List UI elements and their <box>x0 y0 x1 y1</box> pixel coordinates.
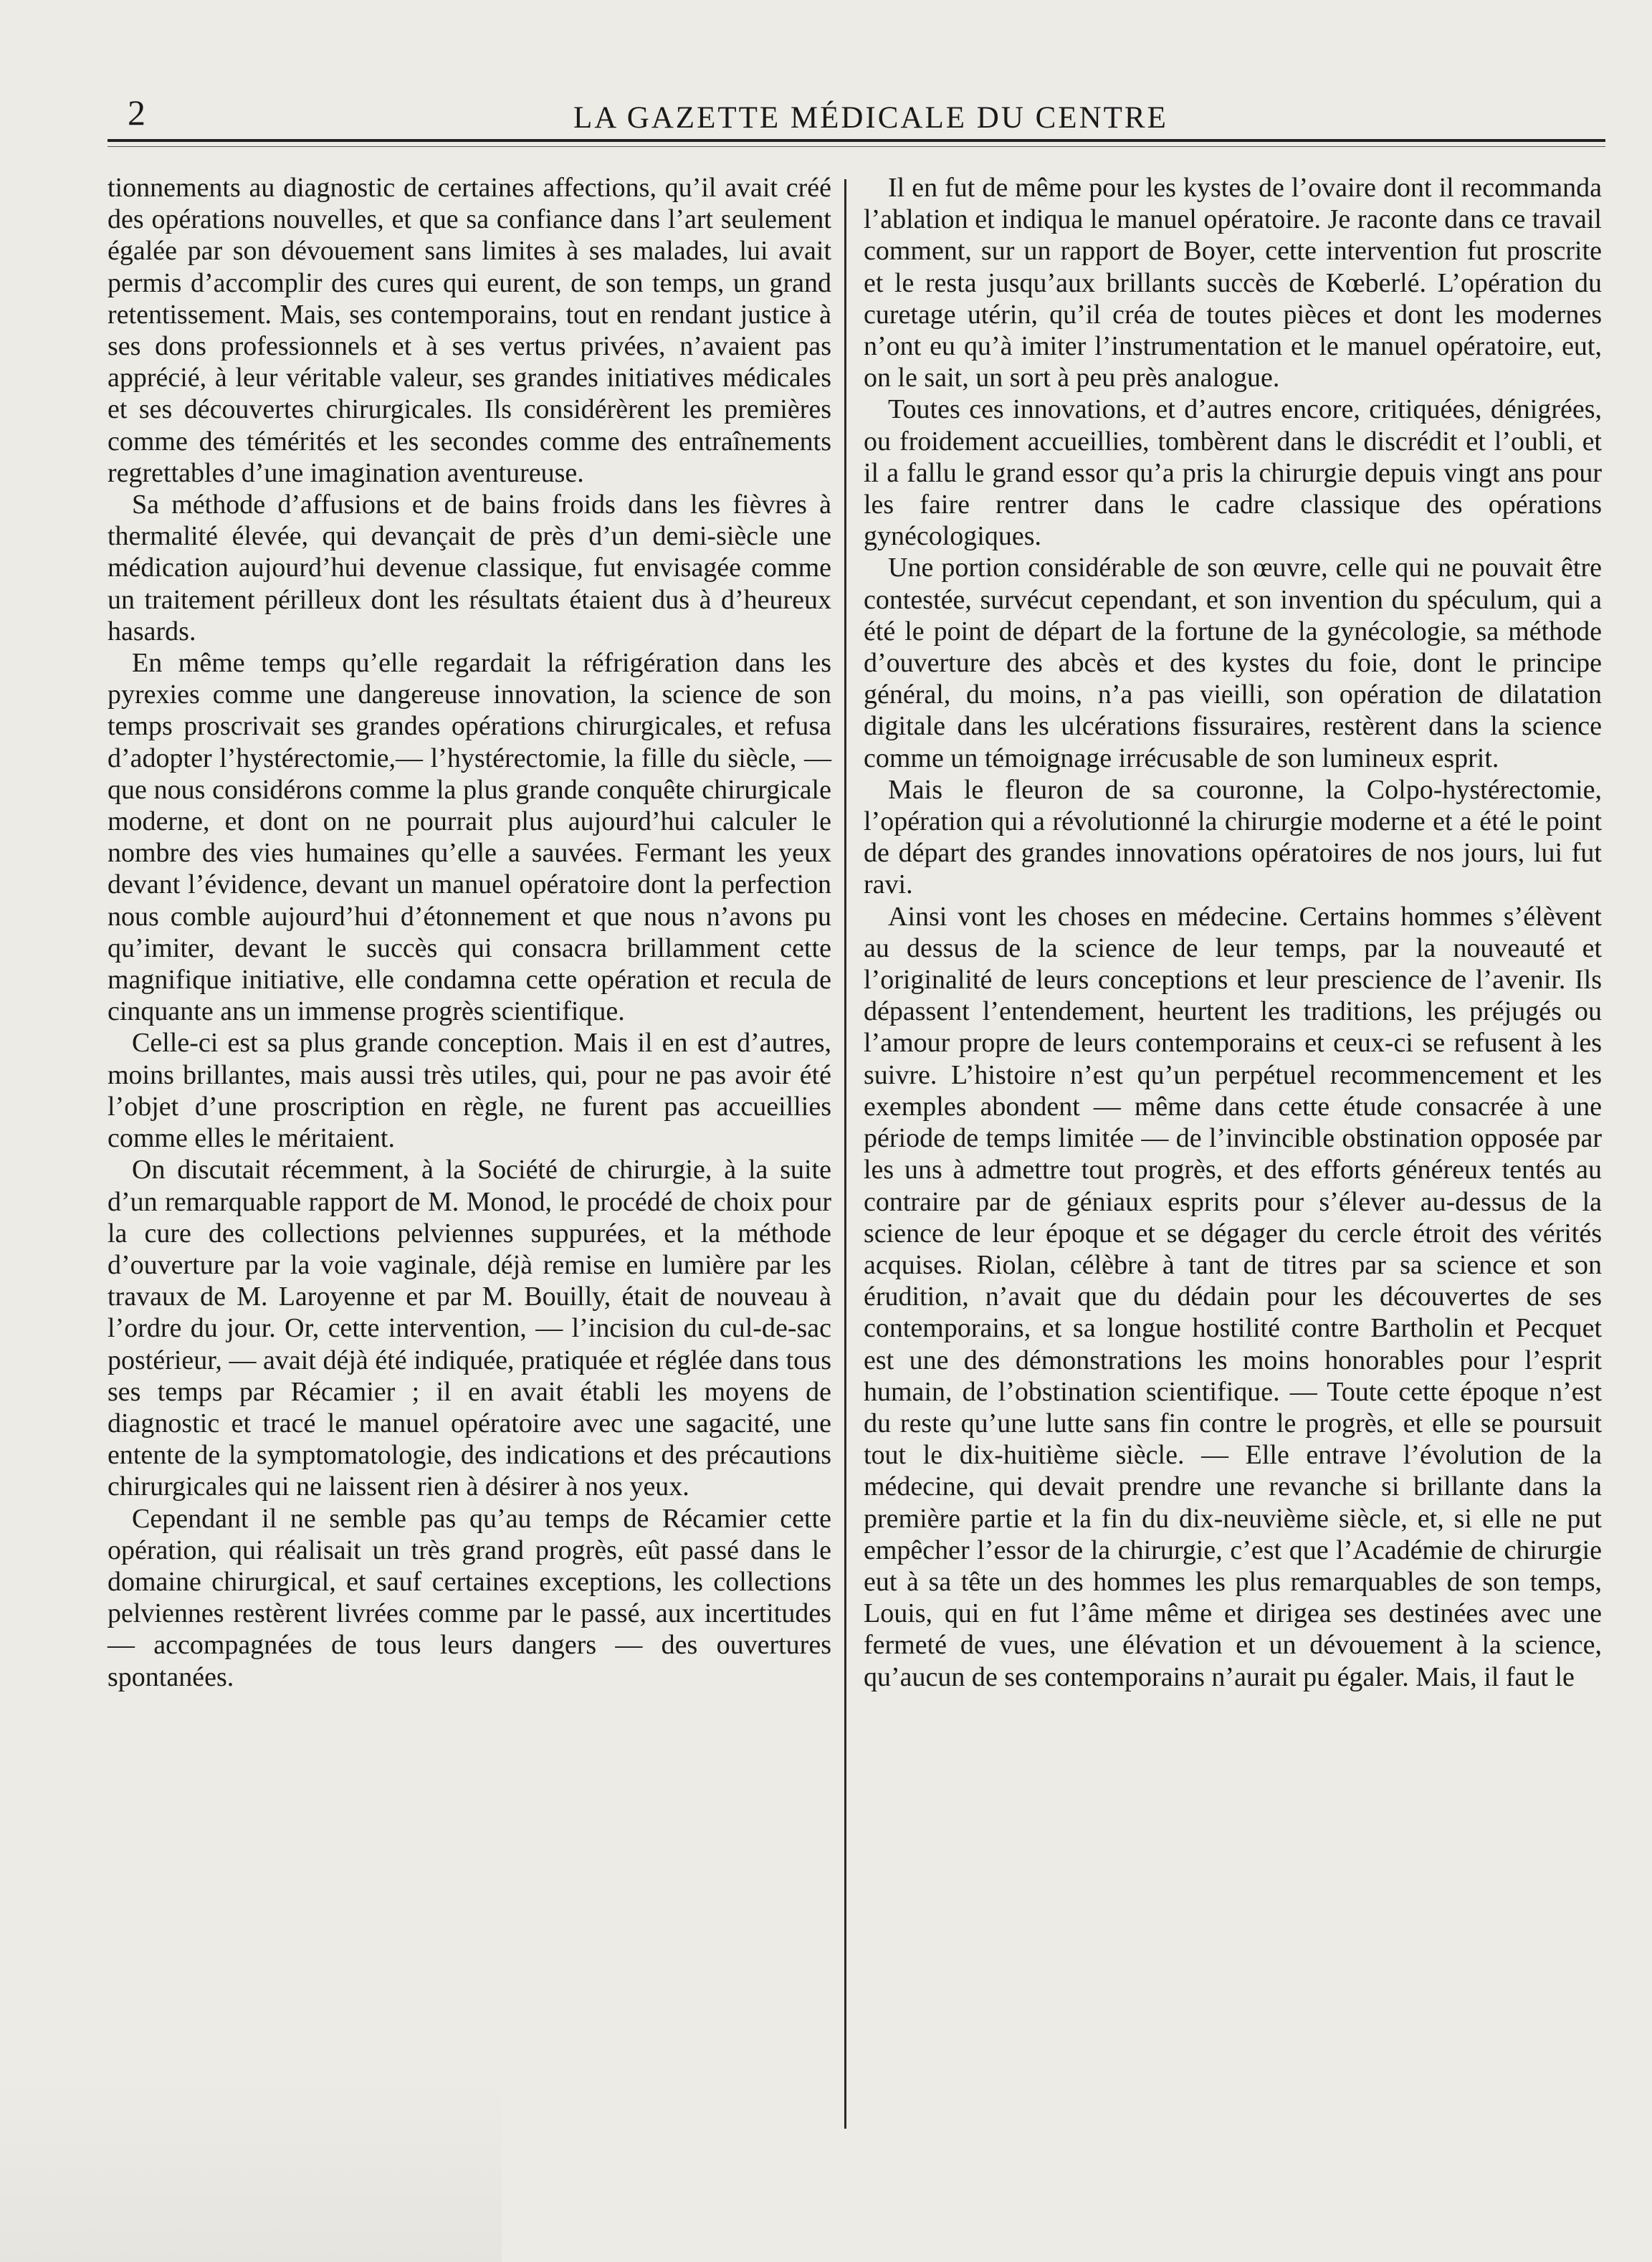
journal-title: LA GAZETTE MÉDICALE DU CENTRE <box>573 101 1168 135</box>
paragraph: Une portion considérable de son œuvre, celle qui ne pouvait être contestée, survécut cependant, et son invention du spéculum, qui a été le point de départ de la fortune de la gynécologie, sa méthode d’ouverture des abcès et des kystes du foie, dont le principe général, du moins, n’a pas vieilli, son opération de dilatation digitale dans les ulcérations fissuraires, restèrent dans la science comme un témoignage irrécusable de son lumineux esprit. <box>864 553 1602 773</box>
header-rule <box>108 139 1605 142</box>
paragraph: On discutait récemment, à la Société de chirurgie, à la suite d’un remarquable rapport de M. Monod, le procédé de choix pour la cure des collections pelviennes suppurées, et la méthode d’ouverture par la voie vaginale, déjà remise en lumière par les travaux de M. Laroyenne et par M. Bouilly, était de nouveau à l’ordre du jour. Or, cette intervention, — l’incision du cul-de-sac postérieur, — avait déjà été indiquée, pratiquée et réglée dans tous ses temps par Récamier ; il en avait établi les moyens de diagnostic et tracé le manuel opératoire avec une sagacité, une entente de la symptomatologie, des indications et des précautions chirurgicales qui ne laissent rien à désirer à nos yeux. <box>108 1155 831 1502</box>
paragraph: Celle-ci est sa plus grande conception. Mais il en est d’autres, moins brillantes, mais aussi très utiles, qui, pour ne pas avoir été l’objet d’une proscription en règle, ne furent pas accueillies comme elles le méritaient. <box>108 1028 831 1154</box>
paragraph: Mais le fleuron de sa couronne, la Colpo-hystérectomie, l’opération qui a révolutionné la chirurgie moderne et a été le point de départ des grandes innovations opératoires de nos jours, lui fut ravi. <box>864 774 1602 900</box>
paragraph: Sa méthode d’affusions et de bains froids dans les fièvres à thermalité élevée, qui devançait de près d’un demi-siècle une médication aujourd’hui devenue classique, fut envisagée comme un traitement périlleux dont les résultats étaient dus à d’heureux hasards. <box>108 490 831 646</box>
paper-texture <box>0 2079 502 2262</box>
column-divider <box>844 179 846 2129</box>
header-rule-thin <box>108 146 1605 147</box>
right-column <box>864 172 1602 1693</box>
paragraph: Ainsi vont les choses en médecine. Certains hommes s’élèvent au dessus de la science de leur temps, par la nouveauté et l’originalité de leurs conceptions et leur prescience de l’avenir. Ils dépassent l’entendement, heurtent les traditions, les préjugés ou l’amour propre de leurs contemporains et ceux-ci se refusent à les suivre. L’histoire n’est qu’un perpétuel recommencement et les exemples abondent — même dans cette étude consacrée à une période de temps limitée — de l’invincible obstination opposée par les uns à admettre tout progrès, et des efforts généreux tentés au contraire par de géniaux esprits pour s’élever au-dessus de la science de leur époque et se dégager du cercle étroit des vérités acquises. Riolan, célèbre à tant de titres par sa science et son érudition, n’avait que du dédain pour les découvertes de ses contemporains, et sa longue hostilité contre Bartholin et Pecquet est une des démonstrations les moins honorables pour l’esprit humain, de l’obstination scientifique. — Toute cette époque n’est du reste qu’une lutte sans fin contre le progrès, et elle se poursuit tout le dix-huitième siècle. — Elle entrave l’évolution de la médecine, qui devait prendre une revanche si brillante dans la première partie et la fin du dix-neuvième siècle, et, si elle ne put empêcher l’essor de la chirurgie, c’est que l’Académie de chirurgie eut à sa tête un des hommes les plus remarquables de son temps, Louis, qui en fut l’âme même et dirigea ses destinées avec une fermeté de vues, une élévation et un dévouement à la science, qu’aucun de ses contemporains n’aurait pu égaler. Mais, il faut le <box>864 901 1602 1692</box>
paragraph: Il en fut de même pour les kystes de l’ovaire dont il recommanda l’ablation et indiqua le manuel opératoire. Je raconte dans ce travail comment, sur un rapport de Boyer, cette intervention fut proscrite et le resta jusqu’aux brillants succès de Kœberlé. L’opération du curetage utérin, qu’il créa de toutes pièces et dont les modernes n’ont eu qu’à imiter l’instrumentation et le manuel opératoire, eut, on le sait, un sort à peu près analogue. <box>864 173 1602 393</box>
paragraph: Cependant il ne semble pas qu’au temps de Récamier cette opération, qui réalisait un très grand progrès, eût passé dans le domaine chirurgical, et sauf certaines exceptions, les collections pelviennes restèrent livrées comme par le passé, aux incertitudes — accompagnées de tous leurs dangers — des ouvertures spontanées. <box>108 1503 831 1692</box>
paragraph: En même temps qu’elle regardait la réfrigération dans les pyrexies comme une dangereuse innovation, la science de son temps proscrivait ses grandes opérations chirurgicales, et refusa d’adopter l’hystérectomie,— l’hystérectomie, la fille du siècle, — que nous considérons comme la plus grande conquête chirurgicale moderne, et dont on ne pourrait plus aujourd’hui calculer le nombre des vies humaines qu’elle a sauvées. Fermant les yeux devant l’évidence, devant un manuel opératoire dont la perfection nous comble aujourd’hui d’étonnement et que nous n’avons pu qu’imiter, devant le succès qui consacra brillamment cette magnifique initiative, elle condamna cette opération et recula de cinquante ans un immense progrès scientifique. <box>108 648 831 1027</box>
paragraph: Toutes ces innovations, et d’autres encore, critiquées, dénigrées, ou froidement accueillies, tombèrent dans le discrédit et l’oubli, et il a fallu le grand essor qu’a pris la chirurgie depuis vingt ans pour les faire rentrer dans le cadre classique des opérations gynécologiques. <box>864 394 1602 552</box>
paragraph: tionnements au diagnostic de certaines affections, qu’il avait créé des opérations nouvelles, et que sa confiance dans l’art seulement égalée par son dévouement sans limites à ses malades, lui avait permis d’accomplir des cures qui eurent, de son temps, un grand retentissement. Mais, ses contemporains, tout en rendant justice à ses dons professionnels et à ses vertus privées, n’avaient pas apprécié, à leur véritable valeur, ses grandes initiatives médicales et ses découvertes chirurgicales. Ils considérèrent les premières comme des témérités et les secondes comme des entraînements regrettables d’une imagination aventureuse. <box>108 173 831 488</box>
page-number: 2 <box>128 92 146 133</box>
left-column <box>108 172 831 1693</box>
page-header <box>108 85 1605 142</box>
